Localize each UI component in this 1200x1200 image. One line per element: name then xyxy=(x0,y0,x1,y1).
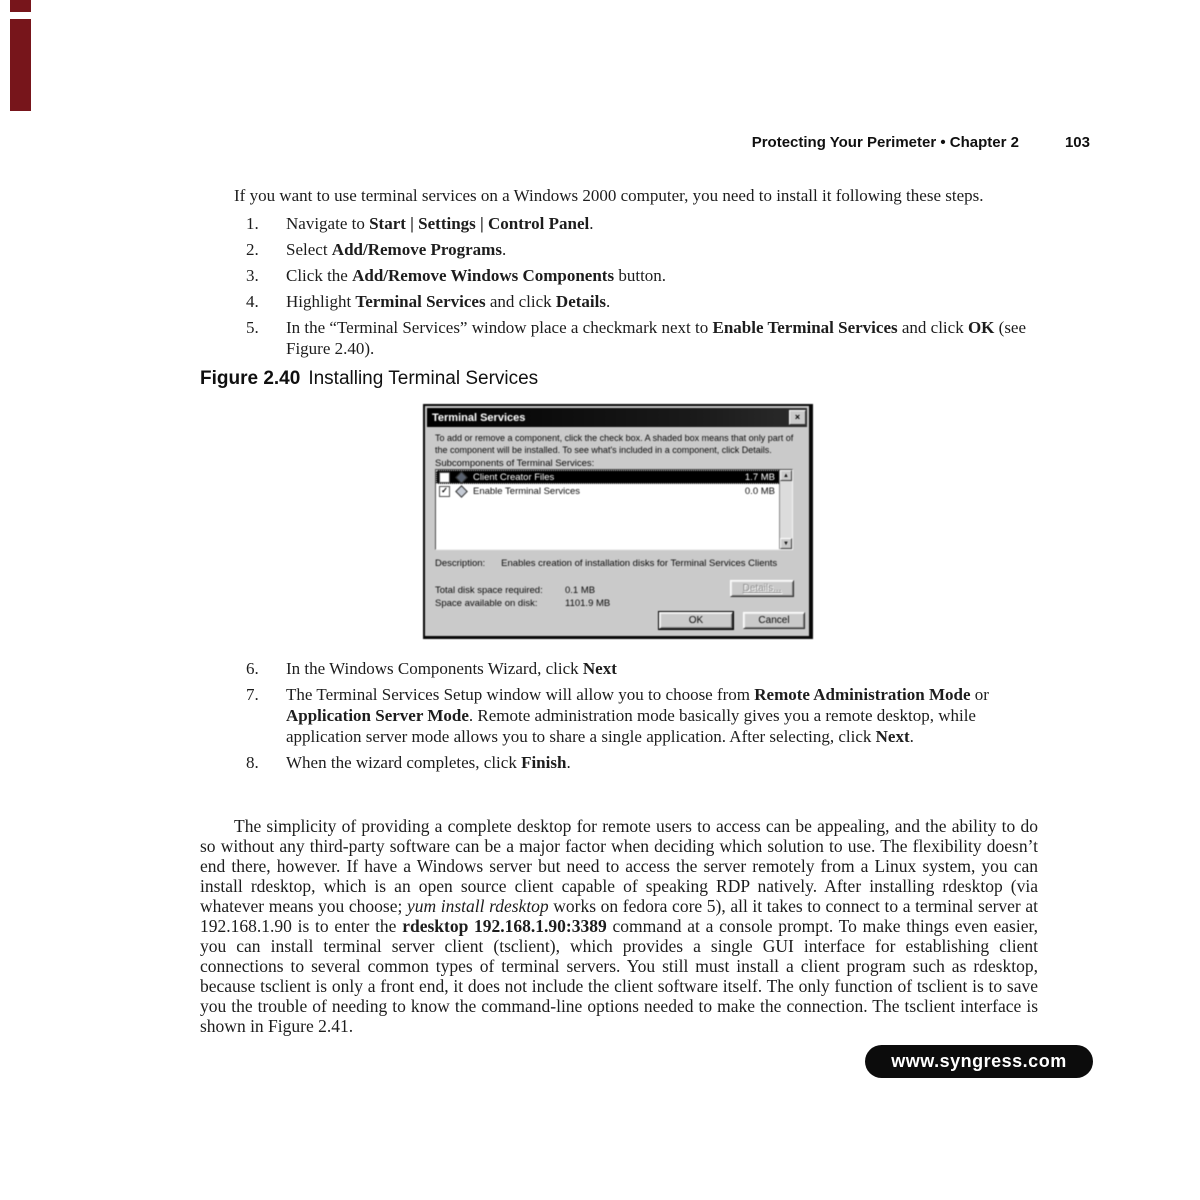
description-row xyxy=(435,558,803,569)
step-text: Highlight Terminal Services and click Details. xyxy=(286,292,611,311)
total-disk-row xyxy=(435,585,675,596)
step-item xyxy=(246,291,1046,312)
step-number: 7. xyxy=(246,685,259,704)
step-item xyxy=(246,317,1046,359)
step-item xyxy=(246,265,1046,286)
component-row-enable-terminal-services[interactable] xyxy=(436,484,792,498)
scroll-up-button[interactable] xyxy=(780,470,792,481)
step-text: In the Windows Components Wizard, click Next xyxy=(286,659,617,678)
subcomponents-label: Subcomponents of Terminal Services: xyxy=(435,458,595,469)
figure-label: Figure 2.40 xyxy=(200,368,301,389)
space-available-value: 1101.9 MB xyxy=(565,598,611,609)
footer-url-badge xyxy=(865,1045,1093,1078)
step-item xyxy=(246,213,1046,234)
component-size: 0.0 MB xyxy=(744,485,775,497)
component-icon xyxy=(455,471,468,484)
step-item xyxy=(246,239,1046,260)
step-number: 4. xyxy=(246,292,259,311)
step-number: 3. xyxy=(246,266,259,285)
page-number: 103 xyxy=(1064,134,1090,151)
description-text: Enables creation of installation disks for Terminal Services Clients xyxy=(501,558,778,569)
cancel-button-label: Cancel xyxy=(758,615,790,626)
ok-button[interactable] xyxy=(659,612,733,629)
description-label: Description: xyxy=(435,558,486,569)
space-available-label: Space available on disk: xyxy=(435,598,538,609)
scroll-down-button[interactable] xyxy=(780,538,792,549)
step-text: In the “Terminal Services” window place a checkmark next to Enable Terminal Services and click OK (see Figure 2.40). xyxy=(286,318,1027,358)
arrow-down-icon: ▼ xyxy=(783,541,789,547)
checkbox[interactable] xyxy=(439,472,450,483)
numbered-steps-1-5 xyxy=(246,213,1046,364)
running-head xyxy=(752,134,1090,151)
dialog-title-bar[interactable] xyxy=(427,408,807,427)
terminal-services-dialog xyxy=(423,404,813,639)
intro-paragraph: If you want to use terminal services on a Windows 2000 computer, you need to install it following these steps. xyxy=(234,186,984,205)
component-label: Enable Terminal Services xyxy=(473,485,581,497)
ok-button-label: OK xyxy=(688,615,704,626)
footer-url: www.syngress.com xyxy=(891,1051,1067,1071)
component-size: 1.7 MB xyxy=(744,471,775,483)
cancel-button[interactable] xyxy=(743,612,805,629)
step-number: 6. xyxy=(246,659,259,678)
figure-title: Installing Terminal Services xyxy=(308,368,539,389)
step-item xyxy=(246,684,1046,747)
component-icon xyxy=(455,485,468,498)
space-available-row xyxy=(435,598,675,609)
step-number: 5. xyxy=(246,318,259,337)
component-label: Client Creator Files xyxy=(473,471,555,483)
step-number: 1. xyxy=(246,214,259,233)
checkbox[interactable]: ✓ xyxy=(439,486,450,497)
component-list[interactable] xyxy=(435,469,793,550)
closing-paragraph: The simplicity of providing a complete desktop for remote users to access can be appealing, and the ability to do so without any third-party software can be a major factor when deciding which solution to use. The flexibility doesn’t end there, however. If have a Windows server but need to access the server remotely from a Linux system, you can install rdesktop, which is an open source client capable of speaking RDP natively. After installing rdesktop (via whatever means you choose; yum install rdesktop works on fedora core 5), all it takes to connect to a terminal server at 192.168.1.90 is to enter the rdesktop 192.168.1.90:3389 command at a console prompt. To make things even easier, you can install terminal server client (tsclient), which provides a single GUI interface for establishing client connections to several common types of terminal servers. You still must install a client program such as rdesktop, because tsclient is only a front end, it does not include the client software itself. The only function of tsclient is to save you the trouble of needing to know the command-line options needed to make the connection. The tsclient interface is shown in Figure 2.41. xyxy=(200,815,1039,1036)
total-disk-label: Total disk space required: xyxy=(435,585,543,596)
figure-caption xyxy=(200,368,538,390)
step-number: 8. xyxy=(246,753,259,772)
chapter-title: Protecting Your Perimeter • Chapter 2 xyxy=(751,134,1019,151)
scan-artifact-gap xyxy=(10,12,31,19)
total-disk-value: 0.1 MB xyxy=(565,585,596,596)
step-text: When the wizard completes, click Finish. xyxy=(286,753,571,772)
arrow-up-icon: ▲ xyxy=(783,473,789,479)
step-item xyxy=(246,658,1046,679)
close-button[interactable] xyxy=(789,410,806,425)
step-text: Click the Add/Remove Windows Components button. xyxy=(286,266,667,285)
details-button[interactable] xyxy=(730,580,794,597)
details-button-label: Details... xyxy=(742,583,782,594)
scrollbar[interactable] xyxy=(779,470,792,549)
dialog-instructions: To add or remove a component, click the check box. A shaded box means that only part of the component will be installed. To see what's included in a component, click Details. xyxy=(435,433,794,455)
step-number: 2. xyxy=(246,240,259,259)
step-text: Navigate to Start | Settings | Control Panel. xyxy=(286,214,594,233)
step-text: The Terminal Services Setup window will allow you to choose from Remote Administration Mode or Application Server Mode. Remote administration mode basically gives you a remote desktop, while application server mode allows you to share a single application. After selecting, click Next. xyxy=(286,685,989,746)
step-text: Select Add/Remove Programs. xyxy=(286,240,507,259)
step-item xyxy=(246,752,1046,773)
component-row-client-creator-files[interactable] xyxy=(436,470,792,484)
dialog-title: Terminal Services xyxy=(432,411,526,424)
numbered-steps-6-8 xyxy=(246,658,1046,778)
close-icon: × xyxy=(794,412,801,422)
